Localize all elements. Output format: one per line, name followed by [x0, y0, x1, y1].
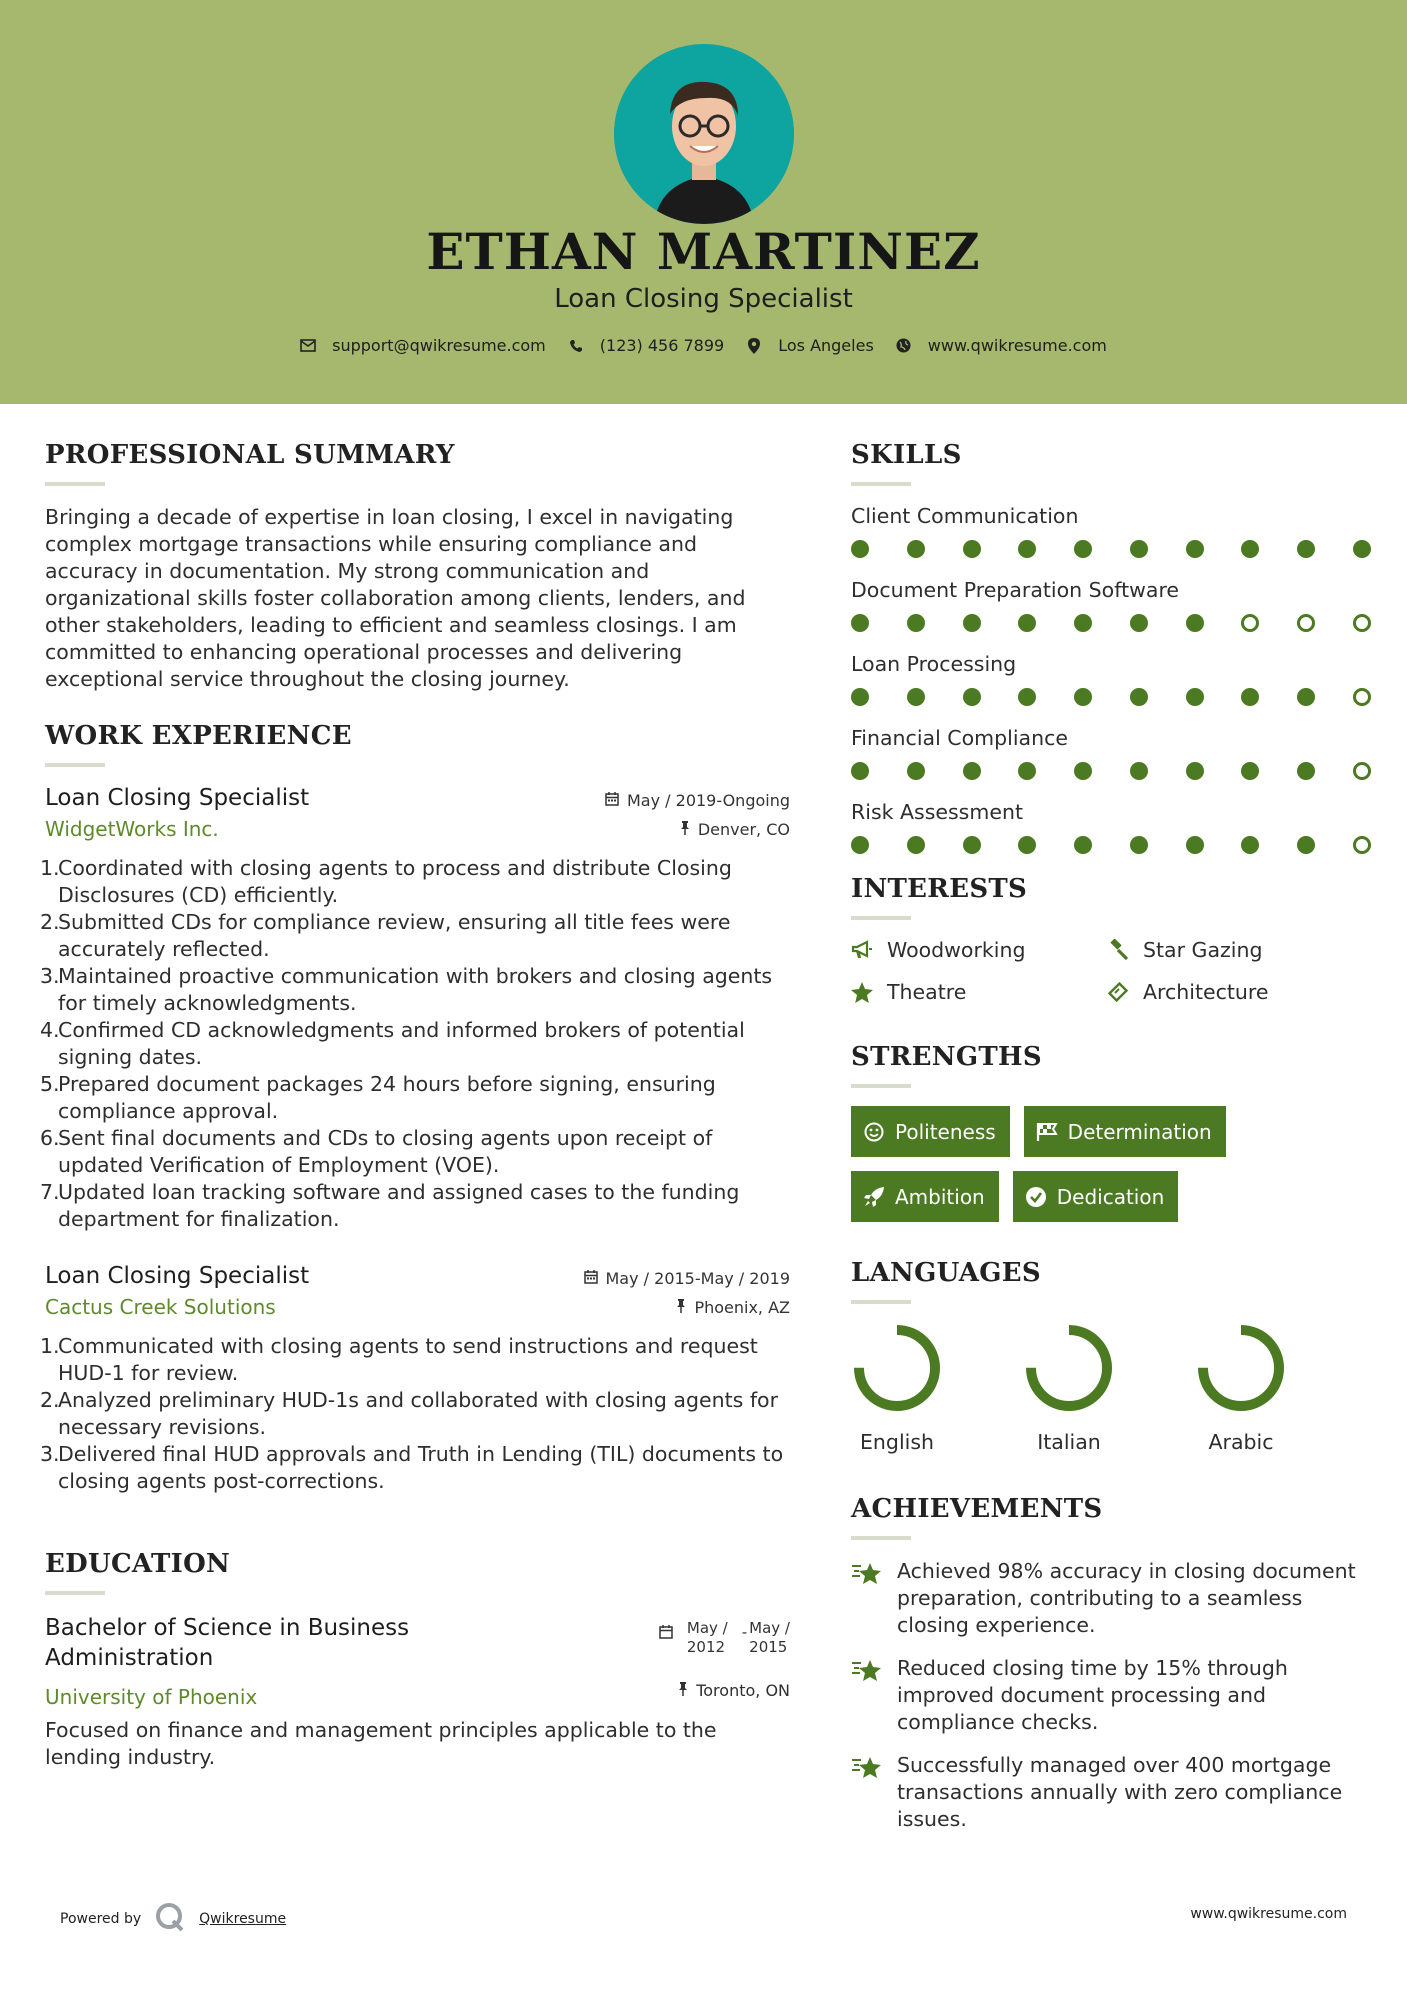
list-item: 3. Delivered final HUD approvals and Truth in Lending (TIL) documents to closing agents post-corrections.	[40, 1442, 784, 1493]
rating-dot-filled	[1018, 762, 1036, 780]
skill-rating	[851, 614, 1371, 632]
star-icon	[851, 981, 873, 1003]
summary-text: Bringing a decade of expertise in loan closing, I excel in navigating complex mortgage transactions while ensuring compliance and accuracy in documentation. My strong communication and organizational skills foster collaboration among clients, lenders, and other stakeholders, leading to efficient and seamless closings. I am committed to enhancing operational processes and delivering exceptional service throughout the closing journey.	[45, 505, 746, 691]
list-item: 7. Updated loan tracking software and assigned cases to the funding department for finalization.	[40, 1180, 740, 1231]
list-item: 2. Analyzed preliminary HUD-1s and collaborated with closing agents for necessary revisions.	[40, 1388, 779, 1439]
rating-dot-filled	[1018, 688, 1036, 706]
interest-label: Theatre	[887, 980, 967, 1004]
list-item: 2. Submitted CDs for compliance review, ensuring all title fees were accurately reflected.	[40, 910, 731, 961]
contact-location	[746, 336, 874, 355]
job-location: Phoenix, AZ	[694, 1298, 790, 1317]
rating-dot-filled	[1186, 688, 1204, 706]
strength-badge	[1024, 1106, 1226, 1157]
job-entry	[40, 785, 790, 1233]
company-name: Cactus Creek Solutions	[45, 1295, 276, 1319]
pin-icon	[680, 820, 690, 839]
strength-label: Politeness	[895, 1119, 996, 1144]
skill-name: Financial Compliance	[851, 726, 1068, 750]
list-item: 1. Communicated with closing agents to send instructions and request HUD-1 for review.	[40, 1334, 758, 1385]
education-end-date: May / 2015	[749, 1619, 790, 1656]
education-description: Focused on finance and management principles applicable to the lending industry.	[45, 1718, 717, 1769]
rating-dot-empty	[1297, 614, 1315, 632]
interest-item	[851, 980, 1107, 1004]
rating-dot-filled	[907, 836, 925, 854]
rating-dot-empty	[1353, 614, 1371, 632]
strength-badge	[1013, 1171, 1179, 1222]
experience-heading: WORK EXPERIENCE	[45, 721, 352, 751]
strength-badge	[851, 1106, 1010, 1157]
rating-dot-empty	[1353, 836, 1371, 854]
language-proficiency-ring	[851, 1322, 943, 1414]
contact-email-text: support@qwikresume.com	[332, 336, 546, 355]
contact-location-text: Los Angeles	[778, 336, 874, 355]
gavel-icon	[1107, 939, 1129, 961]
interests-list	[851, 938, 1371, 1004]
megaphone-icon	[851, 939, 873, 961]
skills-list	[851, 504, 1371, 854]
date-separator: -	[741, 1623, 748, 1641]
job-title: Loan Closing Specialist	[45, 785, 310, 811]
rating-dot-empty	[1353, 762, 1371, 780]
section-divider	[851, 1300, 911, 1304]
rating-dot-filled	[963, 762, 981, 780]
pin-icon	[678, 1681, 688, 1700]
section-divider	[851, 1536, 911, 1540]
achievement-text: Successfully managed over 400 mortgage transactions annually with zero compliance issues.	[897, 1753, 1343, 1831]
job-location: Denver, CO	[697, 820, 790, 839]
degree-name: Bachelor of Science in Business Administration	[45, 1615, 410, 1671]
list-item: 3. Maintained proactive communication with brokers and closing agents for timely acknowledgments.	[40, 964, 773, 1015]
rating-dot-filled	[1241, 762, 1259, 780]
job-title: Loan Closing Specialist	[45, 1263, 310, 1289]
language-name: English	[859, 1430, 935, 1454]
languages-heading: LANGUAGES	[851, 1258, 1041, 1288]
rating-dot-filled	[1130, 836, 1148, 854]
globe-icon	[896, 338, 912, 354]
contact-email[interactable]	[300, 336, 546, 355]
rating-dot-filled	[851, 614, 869, 632]
shooting-star-icon	[851, 1558, 883, 1639]
interests-heading: INTERESTS	[851, 874, 1028, 904]
language-name: Italian	[1037, 1430, 1101, 1454]
skill-name: Client Communication	[851, 504, 1079, 528]
rating-dot-filled	[1297, 540, 1315, 558]
proficiency-arc	[859, 1330, 935, 1406]
education-heading: EDUCATION	[45, 1549, 231, 1579]
right-column	[851, 440, 1371, 1849]
rating-dot-filled	[1074, 614, 1092, 632]
rating-dot-filled	[1018, 836, 1036, 854]
footer-branding	[60, 1902, 286, 1936]
shooting-star-icon	[851, 1655, 883, 1736]
candidate-title: Loan Closing Specialist	[554, 284, 853, 314]
list-item: 1. Coordinated with closing agents to process and distribute Closing Disclosures (CD) efficiently.	[40, 856, 732, 907]
achievement-item	[851, 1558, 1371, 1639]
powered-by-text: Powered by	[60, 1911, 142, 1927]
rating-dot-filled	[963, 836, 981, 854]
skill-rating	[851, 540, 1371, 558]
rating-dot-filled	[1186, 762, 1204, 780]
language-item	[1023, 1322, 1115, 1454]
ticket-icon	[1107, 981, 1129, 1003]
rating-dot-filled	[851, 762, 869, 780]
rating-dot-filled	[1018, 614, 1036, 632]
contact-phone[interactable]	[568, 336, 724, 355]
profile-photo	[614, 44, 794, 224]
qwikresume-logo-icon	[155, 1902, 185, 1936]
rating-dot-filled	[1241, 540, 1259, 558]
rating-dot-filled	[1074, 762, 1092, 780]
company-name: WidgetWorks Inc.	[45, 817, 219, 841]
rating-dot-filled	[963, 614, 981, 632]
section-divider	[851, 482, 911, 486]
rating-dot-filled	[851, 540, 869, 558]
language-item	[851, 1322, 943, 1454]
achievement-item	[851, 1752, 1371, 1833]
interest-item	[1107, 938, 1367, 962]
job-entry	[40, 1263, 790, 1495]
rating-dot-filled	[1186, 540, 1204, 558]
contact-website-text: www.qwikresume.com	[927, 336, 1107, 355]
section-divider	[45, 763, 105, 767]
skill-rating	[851, 836, 1371, 854]
interest-item	[851, 938, 1107, 962]
phone-icon	[568, 338, 584, 354]
strengths-heading: STRENGTHS	[851, 1042, 1042, 1072]
envelope-icon	[300, 338, 316, 354]
achievement-item	[851, 1655, 1371, 1736]
contact-bar	[0, 336, 1407, 355]
pin-icon	[676, 1298, 686, 1317]
rating-dot-filled	[851, 836, 869, 854]
rating-dot-filled	[851, 688, 869, 706]
rating-dot-filled	[907, 614, 925, 632]
language-proficiency-ring	[1023, 1322, 1115, 1414]
section-divider	[45, 1591, 105, 1595]
language-item	[1195, 1322, 1287, 1454]
education-location: Toronto, ON	[696, 1681, 790, 1700]
rating-dot-filled	[1130, 614, 1148, 632]
calendar-icon	[605, 791, 619, 810]
flag-icon	[1036, 1121, 1058, 1143]
education-entry	[45, 1613, 790, 1709]
section-divider	[45, 482, 105, 486]
section-divider	[851, 916, 911, 920]
rating-dot-filled	[1186, 836, 1204, 854]
rating-dot-filled	[1297, 688, 1315, 706]
rating-dot-filled	[1074, 688, 1092, 706]
rating-dot-filled	[1297, 762, 1315, 780]
proficiency-arc	[1203, 1330, 1279, 1406]
job-bullets	[40, 855, 790, 1233]
rocket-icon	[863, 1186, 885, 1208]
interest-label: Architecture	[1143, 980, 1269, 1004]
proficiency-arc	[1031, 1330, 1107, 1406]
rating-dot-filled	[963, 540, 981, 558]
skill-rating	[851, 688, 1371, 706]
skill-rating	[851, 762, 1371, 780]
language-name: Arabic	[1208, 1430, 1274, 1454]
strength-label: Determination	[1067, 1119, 1212, 1144]
education-start-date: May / 2012	[686, 1619, 728, 1656]
job-bullets	[40, 1333, 790, 1495]
job-dates: May / 2015-May / 2019	[605, 1269, 790, 1288]
interest-label: Woodworking	[887, 938, 1026, 962]
strength-label: Dedication	[1056, 1184, 1165, 1209]
rating-dot-filled	[1018, 540, 1036, 558]
strength-label: Ambition	[895, 1184, 985, 1209]
candidate-name: ETHAN MARTINEZ	[426, 222, 981, 281]
map-marker-icon	[746, 338, 762, 354]
skills-heading: SKILLS	[851, 440, 962, 470]
achievement-text: Reduced closing time by 15% through improved document processing and compliance checks.	[897, 1656, 1288, 1734]
rating-dot-filled	[1241, 836, 1259, 854]
section-divider	[851, 1084, 911, 1088]
language-proficiency-ring	[1195, 1322, 1287, 1414]
list-item: 5. Prepared document packages 24 hours before signing, ensuring compliance approval.	[40, 1072, 716, 1123]
rating-dot-empty	[1241, 614, 1259, 632]
achievement-text: Achieved 98% accuracy in closing document preparation, contributing to a seamless closing experience.	[897, 1559, 1356, 1637]
strength-badge	[851, 1171, 999, 1222]
rating-dot-filled	[1353, 540, 1371, 558]
calendar-icon	[659, 1619, 673, 1657]
shooting-star-icon	[851, 1752, 883, 1833]
rating-dot-filled	[907, 688, 925, 706]
job-dates: May / 2019-Ongoing	[627, 791, 790, 810]
qwikresume-link[interactable]: Qwikresume	[199, 1911, 287, 1927]
contact-phone-text: (123) 456 7899	[599, 336, 725, 355]
skill-name: Loan Processing	[851, 652, 1017, 676]
rating-dot-filled	[907, 540, 925, 558]
school-name: University of Phoenix	[45, 1685, 258, 1709]
rating-dot-filled	[1241, 688, 1259, 706]
rating-dot-empty	[1353, 688, 1371, 706]
smile-icon	[863, 1121, 885, 1143]
resume-header	[0, 0, 1407, 404]
rating-dot-filled	[963, 688, 981, 706]
rating-dot-filled	[1074, 540, 1092, 558]
skill-name: Risk Assessment	[851, 800, 1023, 824]
check-circle-icon	[1025, 1186, 1047, 1208]
skill-name: Document Preparation Software	[851, 578, 1180, 602]
achievements-heading: ACHIEVEMENTS	[851, 1494, 1103, 1524]
languages-list	[851, 1322, 1371, 1454]
rating-dot-filled	[1130, 688, 1148, 706]
rating-dot-filled	[907, 762, 925, 780]
contact-website[interactable]	[896, 336, 1107, 355]
footer-website[interactable]: www.qwikresume.com	[1190, 1906, 1347, 1922]
summary-heading: PROFESSIONAL SUMMARY	[45, 440, 455, 470]
list-item: 6. Sent final documents and CDs to closing agents upon receipt of updated Verification of Employment (VOE).	[40, 1126, 713, 1177]
achievements-list	[851, 1558, 1371, 1833]
calendar-icon	[584, 1269, 598, 1288]
interest-label: Star Gazing	[1143, 938, 1263, 962]
interest-item	[1107, 980, 1367, 1004]
rating-dot-filled	[1186, 614, 1204, 632]
rating-dot-filled	[1297, 836, 1315, 854]
left-column	[40, 440, 790, 1771]
rating-dot-filled	[1074, 836, 1092, 854]
rating-dot-filled	[1130, 540, 1148, 558]
list-item: 4. Confirmed CD acknowledgments and informed brokers of potential signing dates.	[40, 1018, 745, 1069]
strengths-list	[851, 1106, 1371, 1222]
rating-dot-filled	[1130, 762, 1148, 780]
